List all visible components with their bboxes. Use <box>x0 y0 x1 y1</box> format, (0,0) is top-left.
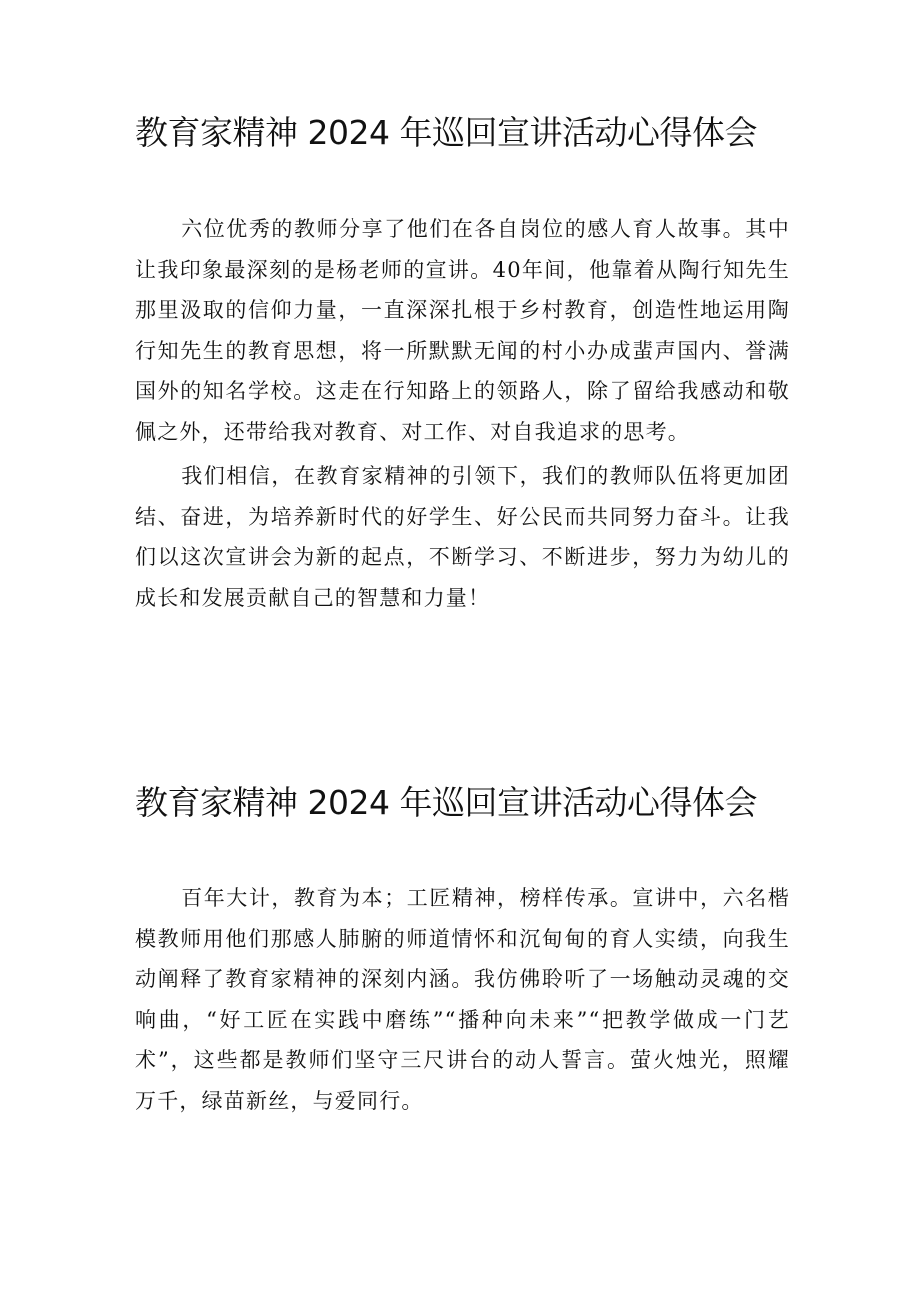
article-section-2 <box>135 780 790 1121</box>
article-paragraph: 我们相信，在教育家精神的引领下，我们的教师队伍将更加团结、奋进，为培养新时代的好学生、好公民而共同努力奋斗。让我们以这次宣讲会为新的起点，不断学习、不断进步，努力为幼儿的成长和发展贡献自己的智慧和力量！ <box>135 464 790 610</box>
article-title: 教育家精神 2024 年巡回宣讲活动心得体会 <box>135 113 757 152</box>
article-section-1 <box>135 110 790 618</box>
article-paragraph: 六位优秀的教师分享了他们在各自岗位的感人育人故事。其中让我印象最深刻的是杨老师的宣讲。40年间，他靠着从陶行知先生那里汲取的信仰力量，一直深深扎根于乡村教育，创造性地运用陶行知先生的教育思想，将一所默默无闻的村小办成蜚声国内、誉满国外的知名学校。这走在行知路上的领路人，除了留给我感动和敬佩之外，还带给我对教育、对工作、对自我追求的思考。 <box>135 217 790 444</box>
article-paragraph: 百年大计，教育为本；工匠精神，榜样传承。宣讲中，六名楷模教师用他们那感人肺腑的师道情怀和沉甸甸的育人实绩，向我生动阐释了教育家精神的深刻内涵。我仿佛聆听了一场触动灵魂的交响曲，“好工匠在实践中磨练”“播种向未来”“把教学做成一门艺术”，这些都是教师们坚守三尺讲台的动人誓言。萤火烛光，照耀万千，绿苗新丝，与爱同行。 <box>135 886 790 1113</box>
article-title: 教育家精神 2024 年巡回宣讲活动心得体会 <box>135 783 757 822</box>
